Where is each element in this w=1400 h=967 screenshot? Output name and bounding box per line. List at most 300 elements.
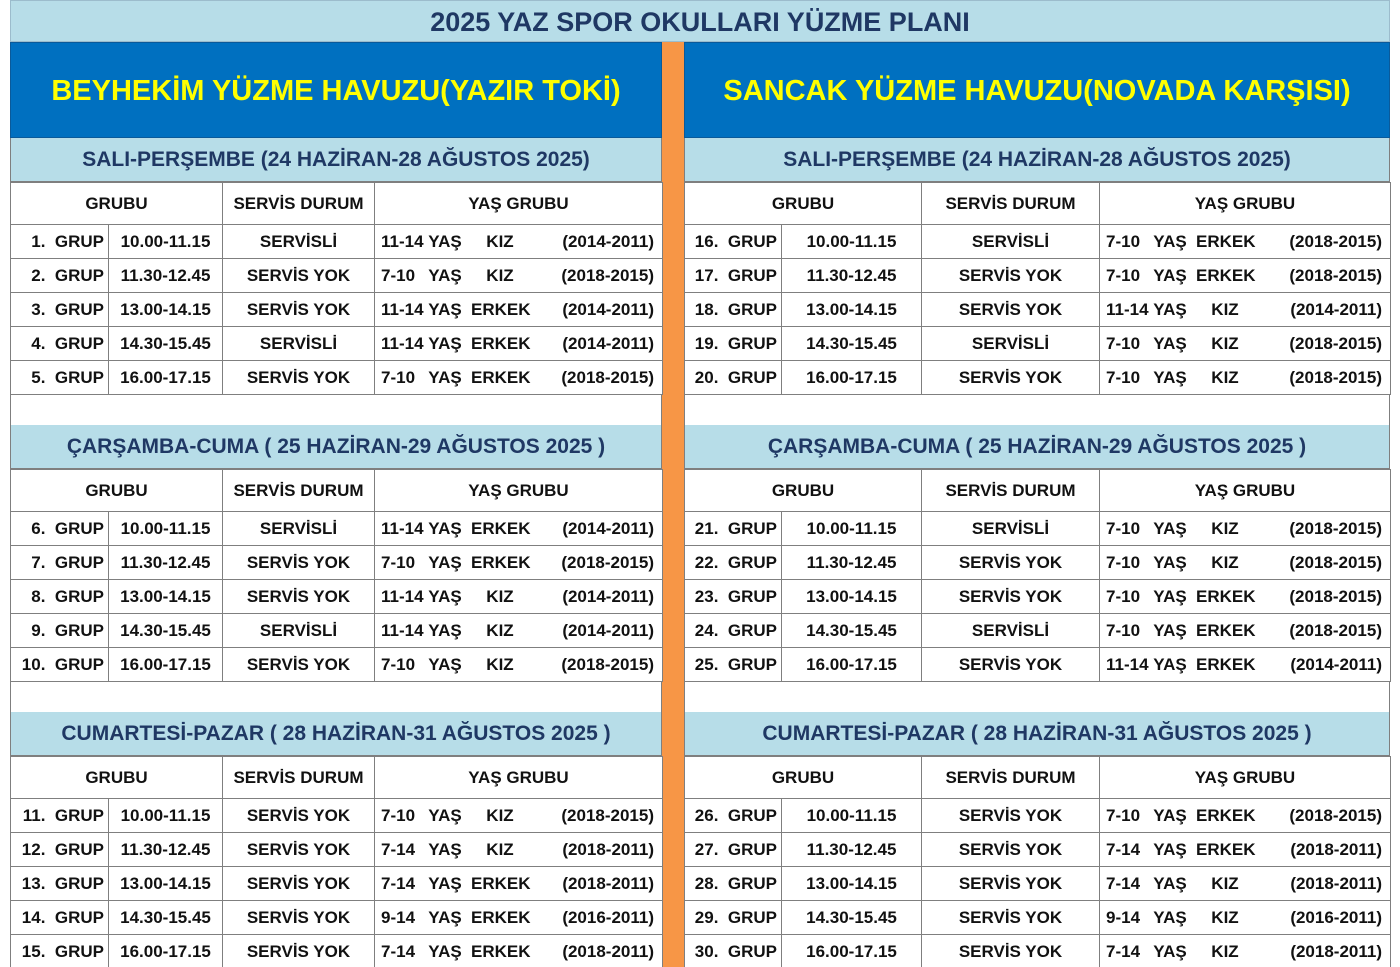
birth-years: (2018-2011) [562, 873, 654, 893]
age-range: 11-14 [381, 231, 424, 251]
age-group-cell [375, 512, 663, 546]
service-status: SERVİS YOK [223, 833, 375, 867]
group-number-cell [11, 799, 109, 833]
group-number: 16. [694, 231, 719, 251]
age-word: YAŞ [1153, 367, 1187, 387]
group-word: GRUP [727, 518, 777, 538]
service-status: SERVİS YOK [223, 361, 375, 395]
birth-years: (2018-2015) [1289, 805, 1382, 825]
group-word: GRUP [727, 941, 777, 961]
age-range: 11-14 [1106, 654, 1149, 674]
table-row [11, 512, 663, 546]
time-slot: 16.00-17.15 [109, 648, 223, 682]
age-group-cell [1100, 512, 1391, 546]
section-spacer [10, 395, 662, 425]
group-number: 17. [694, 265, 719, 285]
birth-years: (2018-2011) [562, 839, 654, 859]
group-number-cell [685, 546, 782, 580]
section-title: SALI-PERŞEMBE (24 HAZİRAN-28 AĞUSTOS 2025) [10, 138, 662, 182]
gender: KIZ [486, 620, 514, 640]
age-range: 7-10 [1106, 552, 1141, 572]
group-word: GRUP [54, 265, 104, 285]
group-number: 4. [31, 333, 46, 353]
gender: KIZ [1211, 367, 1239, 387]
group-word: GRUP [54, 873, 104, 893]
service-status: SERVİS YOK [223, 546, 375, 580]
age-word: YAŞ [1153, 552, 1187, 572]
group-number-cell [11, 512, 109, 546]
group-number: 27. [694, 839, 719, 859]
header-age: YAŞ GRUBU [1100, 470, 1391, 512]
table-header-row [11, 470, 663, 512]
group-number: 10. [21, 654, 46, 674]
service-status: SERVİSLİ [922, 327, 1100, 361]
age-word: YAŞ [428, 552, 462, 572]
age-word: YAŞ [1153, 299, 1187, 319]
header-service: SERVİS DURUM [223, 757, 375, 799]
group-number: 15. [21, 941, 46, 961]
table-row [685, 901, 1391, 935]
gender: ERKEK [1196, 265, 1256, 285]
service-status: SERVİSLİ [223, 614, 375, 648]
age-range: 7-14 [381, 941, 416, 961]
group-number: 7. [31, 552, 46, 572]
schedule-section [684, 712, 1390, 967]
age-word: YAŞ [428, 333, 462, 353]
group-word: GRUP [727, 805, 777, 825]
time-slot: 11.30-12.45 [782, 833, 922, 867]
age-word: YAŞ [1153, 873, 1187, 893]
service-status: SERVİS YOK [223, 648, 375, 682]
gender: ERKEK [1196, 654, 1256, 674]
header-group: GRUBU [685, 470, 922, 512]
gender: KIZ [1211, 518, 1239, 538]
gender: ERKEK [1196, 805, 1256, 825]
age-word: YAŞ [428, 805, 462, 825]
time-slot: 13.00-14.15 [109, 867, 223, 901]
header-group: GRUBU [11, 183, 223, 225]
group-number: 30. [694, 941, 719, 961]
age-range: 7-10 [381, 367, 416, 387]
service-status: SERVİS YOK [223, 259, 375, 293]
header-service: SERVİS DURUM [223, 470, 375, 512]
age-word: YAŞ [1153, 231, 1187, 251]
gender: ERKEK [471, 518, 531, 538]
header-service: SERVİS DURUM [223, 183, 375, 225]
table-header-row [11, 183, 663, 225]
gender: ERKEK [471, 552, 531, 572]
group-number: 13. [21, 873, 46, 893]
header-age: YAŞ GRUBU [1100, 757, 1391, 799]
group-number-cell [685, 799, 782, 833]
birth-years: (2014-2011) [562, 333, 654, 353]
gender: KIZ [1211, 873, 1239, 893]
group-word: GRUP [727, 367, 777, 387]
age-word: YAŞ [428, 907, 462, 927]
time-slot: 13.00-14.15 [782, 867, 922, 901]
age-group-cell [375, 225, 663, 259]
time-slot: 10.00-11.15 [109, 225, 223, 259]
table-row [685, 614, 1391, 648]
group-number: 9. [31, 620, 46, 640]
time-slot: 10.00-11.15 [782, 512, 922, 546]
gender: ERKEK [471, 873, 531, 893]
age-range: 7-10 [1106, 231, 1141, 251]
age-range: 7-10 [1106, 333, 1141, 353]
group-word: GRUP [54, 333, 104, 353]
age-word: YAŞ [1153, 941, 1187, 961]
group-number-cell [11, 614, 109, 648]
header-group: GRUBU [11, 757, 223, 799]
table-row [685, 546, 1391, 580]
header-service: SERVİS DURUM [922, 470, 1100, 512]
table-header-row [685, 183, 1391, 225]
age-group-cell [1100, 546, 1391, 580]
group-number: 14. [21, 907, 46, 927]
group-number-cell [11, 867, 109, 901]
age-range: 7-14 [1106, 873, 1141, 893]
age-group-cell [1100, 648, 1391, 682]
age-range: 7-14 [381, 839, 416, 859]
birth-years: (2018-2015) [1289, 265, 1382, 285]
group-number: 6. [31, 518, 46, 538]
table-row [11, 361, 663, 395]
birth-years: (2016-2011) [1290, 907, 1382, 927]
birth-years: (2018-2015) [1289, 552, 1382, 572]
age-group-cell [375, 259, 663, 293]
age-word: YAŞ [1153, 805, 1187, 825]
age-word: YAŞ [428, 299, 462, 319]
time-slot: 13.00-14.15 [782, 580, 922, 614]
header-group: GRUBU [685, 183, 922, 225]
age-word: YAŞ [428, 654, 462, 674]
group-number-cell [11, 648, 109, 682]
time-slot: 14.30-15.45 [782, 901, 922, 935]
table-row [685, 648, 1391, 682]
header-age: YAŞ GRUBU [1100, 183, 1391, 225]
service-status: SERVİS YOK [922, 580, 1100, 614]
group-word: GRUP [727, 552, 777, 572]
time-slot: 16.00-17.15 [109, 935, 223, 967]
table-row [11, 259, 663, 293]
group-word: GRUP [54, 654, 104, 674]
group-word: GRUP [54, 518, 104, 538]
schedule-section [10, 138, 662, 395]
age-word: YAŞ [1153, 620, 1187, 640]
service-status: SERVİS YOK [223, 935, 375, 967]
group-word: GRUP [727, 231, 777, 251]
time-slot: 14.30-15.45 [109, 901, 223, 935]
age-word: YAŞ [1153, 907, 1187, 927]
section-spacer [10, 682, 662, 712]
gender: ERKEK [471, 299, 531, 319]
group-word: GRUP [54, 805, 104, 825]
age-range: 7-14 [1106, 941, 1141, 961]
group-word: GRUP [727, 654, 777, 674]
group-number-cell [685, 901, 782, 935]
time-slot: 10.00-11.15 [782, 799, 922, 833]
service-status: SERVİS YOK [922, 799, 1100, 833]
age-word: YAŞ [428, 839, 462, 859]
gender: KIZ [486, 586, 514, 606]
gender: KIZ [1211, 333, 1239, 353]
group-number: 5. [31, 367, 46, 387]
section-title: ÇARŞAMBA-CUMA ( 25 HAZİRAN-29 AĞUSTOS 2025 ) [684, 425, 1390, 469]
service-status: SERVİSLİ [922, 225, 1100, 259]
age-group-cell [1100, 901, 1391, 935]
schedule-table [684, 469, 1391, 682]
table-row [685, 935, 1391, 967]
time-slot: 14.30-15.45 [109, 327, 223, 361]
gender: ERKEK [1196, 586, 1256, 606]
service-status: SERVİS YOK [922, 648, 1100, 682]
age-range: 7-14 [381, 873, 416, 893]
section-title: ÇARŞAMBA-CUMA ( 25 HAZİRAN-29 AĞUSTOS 2025 ) [10, 425, 662, 469]
section-title: CUMARTESİ-PAZAR ( 28 HAZİRAN-31 AĞUSTOS 2025 ) [684, 712, 1390, 756]
group-number: 24. [694, 620, 719, 640]
age-range: 7-10 [381, 552, 416, 572]
group-word: GRUP [54, 231, 104, 251]
age-word: YAŞ [1153, 586, 1187, 606]
group-word: GRUP [54, 367, 104, 387]
age-range: 9-14 [381, 907, 416, 927]
gender: KIZ [486, 231, 514, 251]
birth-years: (2018-2015) [561, 654, 654, 674]
age-range: 7-10 [1106, 620, 1141, 640]
group-number: 26. [694, 805, 719, 825]
table-header-row [11, 757, 663, 799]
header-group: GRUBU [685, 757, 922, 799]
birth-years: (2014-2011) [1290, 654, 1382, 674]
table-row [11, 901, 663, 935]
age-range: 7-10 [1106, 586, 1141, 606]
age-group-cell [375, 935, 663, 967]
time-slot: 13.00-14.15 [109, 293, 223, 327]
pool-panel-sancak [684, 42, 1390, 967]
group-number-cell [685, 580, 782, 614]
birth-years: (2018-2015) [561, 367, 654, 387]
service-status: SERVİSLİ [922, 614, 1100, 648]
gender: ERKEK [471, 333, 531, 353]
age-group-cell [375, 580, 663, 614]
table-row [11, 867, 663, 901]
group-number-cell [11, 546, 109, 580]
age-group-cell [375, 546, 663, 580]
group-number-cell [11, 901, 109, 935]
group-number-cell [685, 648, 782, 682]
group-word: GRUP [727, 299, 777, 319]
service-status: SERVİSLİ [922, 512, 1100, 546]
age-group-cell [375, 833, 663, 867]
header-age: YAŞ GRUBU [375, 757, 663, 799]
group-number-cell [11, 361, 109, 395]
schedule-section [684, 425, 1390, 682]
age-word: YAŞ [428, 518, 462, 538]
table-row [685, 259, 1391, 293]
time-slot: 13.00-14.15 [109, 580, 223, 614]
table-row [11, 580, 663, 614]
gender: KIZ [1211, 299, 1239, 319]
age-range: 7-10 [381, 265, 416, 285]
header-group: GRUBU [11, 470, 223, 512]
service-status: SERVİS YOK [922, 833, 1100, 867]
time-slot: 10.00-11.15 [109, 512, 223, 546]
table-row [11, 614, 663, 648]
age-word: YAŞ [428, 873, 462, 893]
age-range: 11-14 [381, 333, 424, 353]
table-row [685, 225, 1391, 259]
birth-years: (2014-2011) [562, 586, 654, 606]
table-header-row [685, 470, 1391, 512]
group-word: GRUP [54, 552, 104, 572]
schedule-table [684, 756, 1391, 967]
group-number: 18. [694, 299, 719, 319]
service-status: SERVİSLİ [223, 225, 375, 259]
service-status: SERVİS YOK [922, 546, 1100, 580]
birth-years: (2018-2015) [561, 265, 654, 285]
section-title: SALI-PERŞEMBE (24 HAZİRAN-28 AĞUSTOS 2025) [684, 138, 1390, 182]
table-row [685, 580, 1391, 614]
service-status: SERVİS YOK [922, 361, 1100, 395]
time-slot: 14.30-15.45 [782, 327, 922, 361]
group-number-cell [11, 833, 109, 867]
group-number-cell [685, 259, 782, 293]
group-number-cell [11, 327, 109, 361]
age-range: 7-10 [381, 654, 416, 674]
age-group-cell [1100, 259, 1391, 293]
birth-years: (2018-2015) [1289, 518, 1382, 538]
age-range: 7-10 [1106, 805, 1141, 825]
age-group-cell [1100, 614, 1391, 648]
time-slot: 16.00-17.15 [782, 648, 922, 682]
group-number-cell [685, 614, 782, 648]
age-group-cell [1100, 833, 1391, 867]
group-number: 25. [694, 654, 719, 674]
schedule-section [684, 138, 1390, 395]
age-range: 11-14 [1106, 299, 1149, 319]
group-word: GRUP [54, 620, 104, 640]
group-word: GRUP [727, 873, 777, 893]
service-status: SERVİSLİ [223, 512, 375, 546]
gender: ERKEK [1196, 231, 1256, 251]
table-row [11, 327, 663, 361]
schedule-table [10, 756, 663, 967]
group-word: GRUP [54, 299, 104, 319]
time-slot: 14.30-15.45 [782, 614, 922, 648]
group-number: 19. [694, 333, 719, 353]
birth-years: (2014-2011) [562, 518, 654, 538]
group-number: 1. [31, 231, 46, 251]
group-number: 28. [694, 873, 719, 893]
time-slot: 14.30-15.45 [109, 614, 223, 648]
gender: ERKEK [1196, 839, 1256, 859]
group-number-cell [11, 259, 109, 293]
table-row [11, 293, 663, 327]
age-word: YAŞ [428, 941, 462, 961]
age-group-cell [375, 327, 663, 361]
age-word: YAŞ [428, 265, 462, 285]
birth-years: (2016-2011) [562, 907, 654, 927]
header-service: SERVİS DURUM [922, 757, 1100, 799]
age-group-cell [375, 799, 663, 833]
group-number-cell [685, 935, 782, 967]
age-word: YAŞ [1153, 654, 1187, 674]
table-row [685, 512, 1391, 546]
gender: KIZ [486, 839, 514, 859]
time-slot: 11.30-12.45 [782, 546, 922, 580]
group-word: GRUP [727, 586, 777, 606]
header-age: YAŞ GRUBU [375, 183, 663, 225]
age-range: 7-10 [1106, 367, 1141, 387]
age-group-cell [1100, 327, 1391, 361]
time-slot: 16.00-17.15 [782, 935, 922, 967]
group-number-cell [11, 225, 109, 259]
table-row [11, 833, 663, 867]
age-group-cell [375, 648, 663, 682]
group-word: GRUP [727, 839, 777, 859]
time-slot: 10.00-11.15 [109, 799, 223, 833]
group-number: 20. [694, 367, 719, 387]
table-row [685, 293, 1391, 327]
time-slot: 16.00-17.15 [782, 361, 922, 395]
group-number: 3. [31, 299, 46, 319]
age-group-cell [375, 867, 663, 901]
age-group-cell [375, 901, 663, 935]
group-number-cell [685, 293, 782, 327]
group-number: 29. [694, 907, 719, 927]
group-word: GRUP [727, 620, 777, 640]
time-slot: 11.30-12.45 [109, 259, 223, 293]
time-slot: 10.00-11.15 [782, 225, 922, 259]
table-row [685, 867, 1391, 901]
service-status: SERVİS YOK [223, 799, 375, 833]
table-row [685, 327, 1391, 361]
birth-years: (2018-2011) [1290, 839, 1382, 859]
header-service: SERVİS DURUM [922, 183, 1100, 225]
birth-years: (2014-2011) [1290, 299, 1382, 319]
service-status: SERVİS YOK [922, 293, 1100, 327]
group-number: 11. [22, 805, 46, 825]
age-range: 11-14 [381, 586, 424, 606]
group-number: 2. [31, 265, 46, 285]
age-range: 11-14 [381, 518, 424, 538]
service-status: SERVİS YOK [223, 901, 375, 935]
group-number: 22. [694, 552, 719, 572]
section-title: CUMARTESİ-PAZAR ( 28 HAZİRAN-31 AĞUSTOS 2025 ) [10, 712, 662, 756]
gender: KIZ [486, 654, 514, 674]
table-row [11, 935, 663, 967]
section-spacer [684, 395, 1390, 425]
birth-years: (2018-2015) [1289, 586, 1382, 606]
time-slot: 11.30-12.45 [782, 259, 922, 293]
age-word: YAŞ [1153, 839, 1187, 859]
schedule-section [10, 712, 662, 967]
birth-years: (2018-2011) [562, 941, 654, 961]
group-number-cell [11, 580, 109, 614]
birth-years: (2018-2015) [1289, 620, 1382, 640]
section-spacer [684, 682, 1390, 712]
age-word: YAŞ [428, 620, 462, 640]
group-number-cell [685, 327, 782, 361]
age-group-cell [1100, 225, 1391, 259]
time-slot: 11.30-12.45 [109, 833, 223, 867]
gender: ERKEK [1196, 620, 1256, 640]
gender: KIZ [1211, 941, 1239, 961]
age-word: YAŞ [428, 231, 462, 251]
group-word: GRUP [54, 839, 104, 859]
service-status: SERVİS YOK [922, 901, 1100, 935]
table-row [11, 225, 663, 259]
